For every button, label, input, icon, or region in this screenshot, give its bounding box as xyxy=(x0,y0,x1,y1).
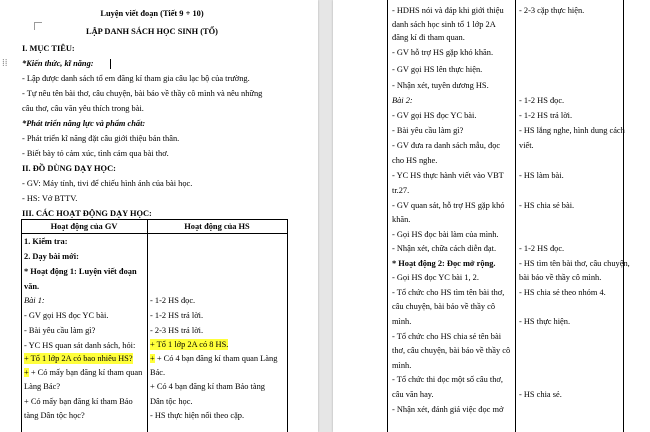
document-page-right xyxy=(333,0,650,432)
table-rule xyxy=(21,233,287,234)
table-cell: - GV gọi HS lên thực hiện. xyxy=(392,65,483,74)
table-cell: - Gọi HS đọc YC bài 1, 2. xyxy=(392,273,479,282)
paragraph: - Phát triển kĩ năng đặt câu giới thiệu bản thân. xyxy=(22,134,180,143)
table-cell: - HS tìm tên bài thơ, câu chuyện, xyxy=(519,259,630,268)
table-cell: - HDHS nói và đáp khi giới thiệu xyxy=(392,6,504,15)
table-cell: + Có 4 bạn đăng kí tham Bảo tàng xyxy=(150,382,265,391)
table-cell: viết. xyxy=(519,141,534,150)
table-cell: - HS chia sẻ bài. xyxy=(519,201,575,210)
table-cell: 2. Dạy bài mới: xyxy=(24,252,79,261)
table-cell: - GV đưa ra danh sách mẫu, đọc xyxy=(392,141,501,150)
table-cell: * Hoạt động 1: Luyện viết đoạn xyxy=(24,267,137,276)
table-rule xyxy=(21,219,287,220)
table-cell: câu văn hay. xyxy=(392,390,434,399)
table-cell: tr.27. xyxy=(392,186,410,195)
table-header-hs: Hoạt động của HS xyxy=(184,222,250,231)
table-cell: * Hoạt động 2: Đọc mở rộng. xyxy=(392,259,496,268)
paragraph: - HS: Vở BTTV. xyxy=(22,194,78,203)
table-cell: - Gọi HS đọc bài làm của mình. xyxy=(392,230,499,239)
table-cell: - HS làm bài. xyxy=(519,171,564,180)
paragraph: câu thơ, câu văn yêu thích trong bài. xyxy=(22,104,144,113)
text-cursor xyxy=(110,59,111,69)
table-cell: thơ, câu chuyện, bài báo về thầy cô xyxy=(392,346,511,355)
table-cell: Bác. xyxy=(150,368,166,377)
table-cell: - Bài yêu cầu làm gì? xyxy=(24,326,96,335)
table-cell: khăn. xyxy=(392,215,411,224)
table-cell-text: + Có 4 bạn đăng kí tham quan Làng xyxy=(156,354,278,363)
table-cell: - Bài yêu cầu làm gì? xyxy=(392,126,464,135)
table-rule xyxy=(387,0,388,432)
table-cell: + + Có mấy bạn đăng kí tham quan xyxy=(24,368,143,377)
table-cell: - GV quan sát, hỗ trợ HS gặp khó xyxy=(392,201,505,210)
table-cell: - HS thực hiện. xyxy=(519,317,571,326)
table-header-gv: Hoạt động của GV xyxy=(50,222,118,231)
table-cell: 1. Kiểm tra: xyxy=(24,237,68,246)
table-rule xyxy=(147,219,148,432)
table-cell-highlighted: + Tổ 1 lớp 2A có 8 HS. xyxy=(150,340,229,349)
lesson-title: Luyện viết đoạn (Tiết 9 + 10) xyxy=(100,9,204,18)
paragraph: - GV: Máy tính, tivi để chiếu hình ảnh của bài học. xyxy=(22,179,193,188)
table-cell: - 2-3 cặp thực hiện. xyxy=(519,6,585,15)
table-cell: - 2-3 HS trả lời. xyxy=(150,326,204,335)
table-cell-highlighted: + Tổ 1 lớp 2A có bao nhiêu HS? xyxy=(24,354,133,363)
table-cell: - 1-2 HS trả lời. xyxy=(519,111,573,120)
section-heading: III. CÁC HOẠT ĐỘNG DẠY HỌC: xyxy=(22,209,152,218)
paragraph: - Lập được danh sách tổ em đăng kí tham gia câu lạc bộ của trường. xyxy=(22,74,250,83)
table-cell: - HS chia sẻ. xyxy=(519,390,562,399)
table-cell: - HS chia sẻ theo nhóm 4. xyxy=(519,288,606,297)
table-cell: - YC HS thực hành viết vào VBT xyxy=(392,171,504,180)
table-cell: - GV gọi HS đọc YC bài. xyxy=(392,111,477,120)
table-rule xyxy=(21,219,22,432)
table-cell: + Có mấy bạn đăng kí tham Bảo xyxy=(24,397,133,406)
table-cell: bài báo về thầy cô mình. xyxy=(519,273,602,282)
table-cell: - Tổ chức thi đọc một số câu thơ, xyxy=(392,375,503,384)
paragraph: - Biết bày tỏ cảm xúc, tình cảm qua bài thơ. xyxy=(22,149,169,158)
table-cell: - 1-2 HS trả lời. xyxy=(150,311,204,320)
table-cell: - GV gọi HS đọc YC bài. xyxy=(24,311,109,320)
table-cell: - 1-2 HS đọc. xyxy=(150,296,196,305)
move-handle-icon[interactable]: ⁞⁞ xyxy=(2,58,8,69)
lesson-subtitle: LẬP DANH SÁCH HỌC SINH (TỔ) xyxy=(86,27,218,36)
subheading: *Phát triển năng lực và phẩm chất: xyxy=(22,119,146,128)
table-cell: Bài 2: xyxy=(392,96,413,105)
table-rule xyxy=(623,0,624,432)
table-cell: cho HS nghe. xyxy=(392,156,438,165)
table-cell: - YC HS quan sát danh sách, hỏi: xyxy=(24,341,136,350)
table-cell: mình. xyxy=(392,317,412,326)
table-cell: văn. xyxy=(24,282,40,291)
section-heading: II. ĐỒ DÙNG DẠY HỌC: xyxy=(22,164,116,173)
table-cell: - Nhận xét, tuyên dương HS. xyxy=(392,81,489,90)
table-cell: - HS thực hiện nối theo cặp. xyxy=(150,411,245,420)
subheading: *Kiến thức, kĩ năng: xyxy=(22,59,94,68)
table-cell: Bài 1: xyxy=(24,296,45,305)
table-cell: tàng Dân tộc học? xyxy=(24,411,85,420)
section-heading: I. MỤC TIÊU: xyxy=(22,44,75,53)
paragraph: - Tự nêu tên bài thơ, câu chuyện, bài báo về thầy cô mình và nêu những xyxy=(22,89,263,98)
table-cell: - Nhận xét, đánh giá việc đọc mở xyxy=(392,405,504,414)
table-cell: câu chuyện, bài báo về thầy cô xyxy=(392,302,496,311)
table-cell: - GV hỗ trợ HS gặp khó khăn. xyxy=(392,48,494,57)
table-cell: - 1-2 HS đọc. xyxy=(519,96,565,105)
table-cell: danh sách học sinh tổ 1 lớp 2A xyxy=(392,20,496,29)
table-rule xyxy=(287,219,288,432)
table-cell: - Tổ chức cho HS chia sẻ tên bài xyxy=(392,332,502,341)
table-cell: + + Có 4 bạn đăng kí tham quan Làng xyxy=(150,354,278,363)
table-rule xyxy=(515,0,516,432)
table-cell: đăng kí đi tham quan. xyxy=(392,33,465,42)
margin-corner-mark xyxy=(34,22,42,23)
table-cell-text: + Có mấy bạn đăng kí tham quan xyxy=(30,368,143,377)
table-cell: - HS lắng nghe, hình dung cách xyxy=(519,126,625,135)
table-cell: mình. xyxy=(392,361,412,370)
document-page-left xyxy=(0,0,318,432)
table-cell: Dân tộc học. xyxy=(150,397,193,406)
table-cell: Làng Bác? xyxy=(24,382,61,391)
table-cell: - Nhận xét, chữa cách diễn đạt. xyxy=(392,244,497,253)
table-cell: - 1-2 HS đọc. xyxy=(519,244,565,253)
table-cell: - Tổ chức cho HS tìm tên bài thơ, xyxy=(392,288,505,297)
